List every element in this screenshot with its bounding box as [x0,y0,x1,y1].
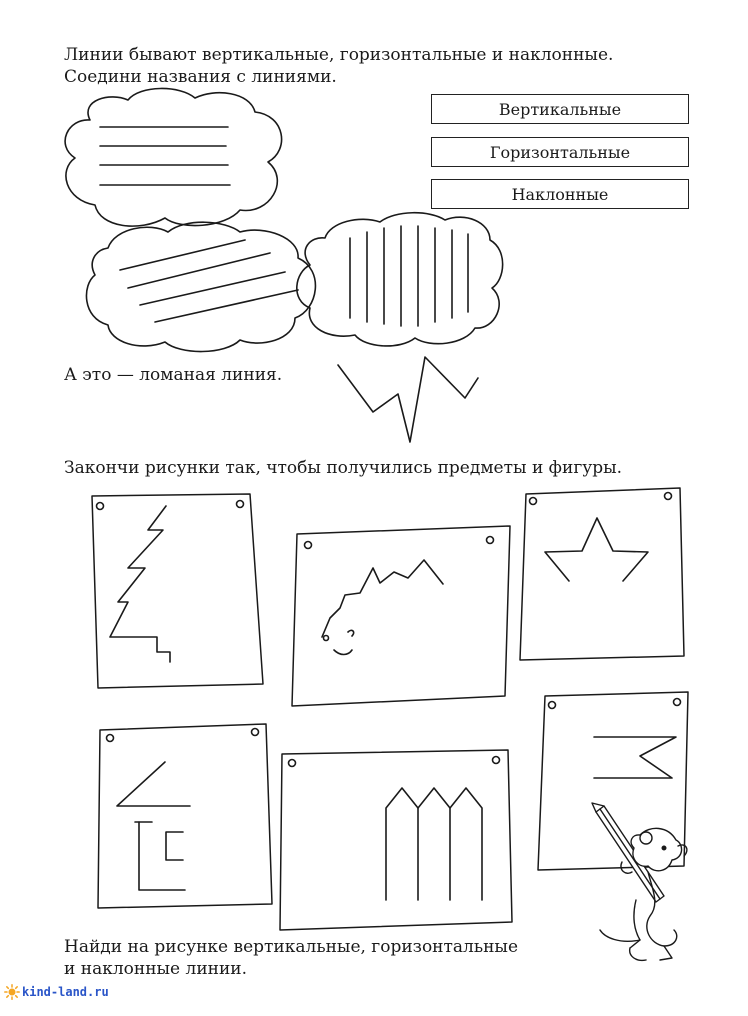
broken-line-caption: А это — ломаная линия. [64,365,283,385]
intro-line-1: Линии бывают вертикальные, горизонтальные и наклонные. [64,45,614,65]
label-horizontal[interactable]: Горизонтальные [431,137,689,167]
cloud-vertical-lines[interactable] [297,213,503,346]
sheet-hedgehog[interactable] [292,526,510,706]
sun-icon [4,984,20,1000]
intro-line-2: Соедини названия с линиями. [64,67,337,87]
cloud-slanted-lines[interactable] [86,222,315,351]
label-vertical[interactable]: Вертикальные [431,94,689,124]
watermark-text: kind-land.ru [22,985,109,999]
mouse-with-pencil-illustration [592,803,687,960]
sheet-fence[interactable] [280,750,512,930]
sheet-house[interactable] [98,724,272,908]
task-3-line-1: Найди на рисунке вертикальные, горизонтальные [64,937,519,957]
task-3-line-2: и наклонные линии. [64,959,248,979]
broken-line [338,357,478,442]
sheet-star[interactable] [520,488,684,660]
site-logo[interactable] [4,984,109,1000]
cloud-horizontal-lines[interactable] [65,88,281,226]
task-2-instruction: Закончи рисунки так, чтобы получились предметы и фигуры. [64,458,623,478]
sheet-fir-tree[interactable] [92,494,263,688]
label-slanted[interactable]: Наклонные [431,179,689,209]
